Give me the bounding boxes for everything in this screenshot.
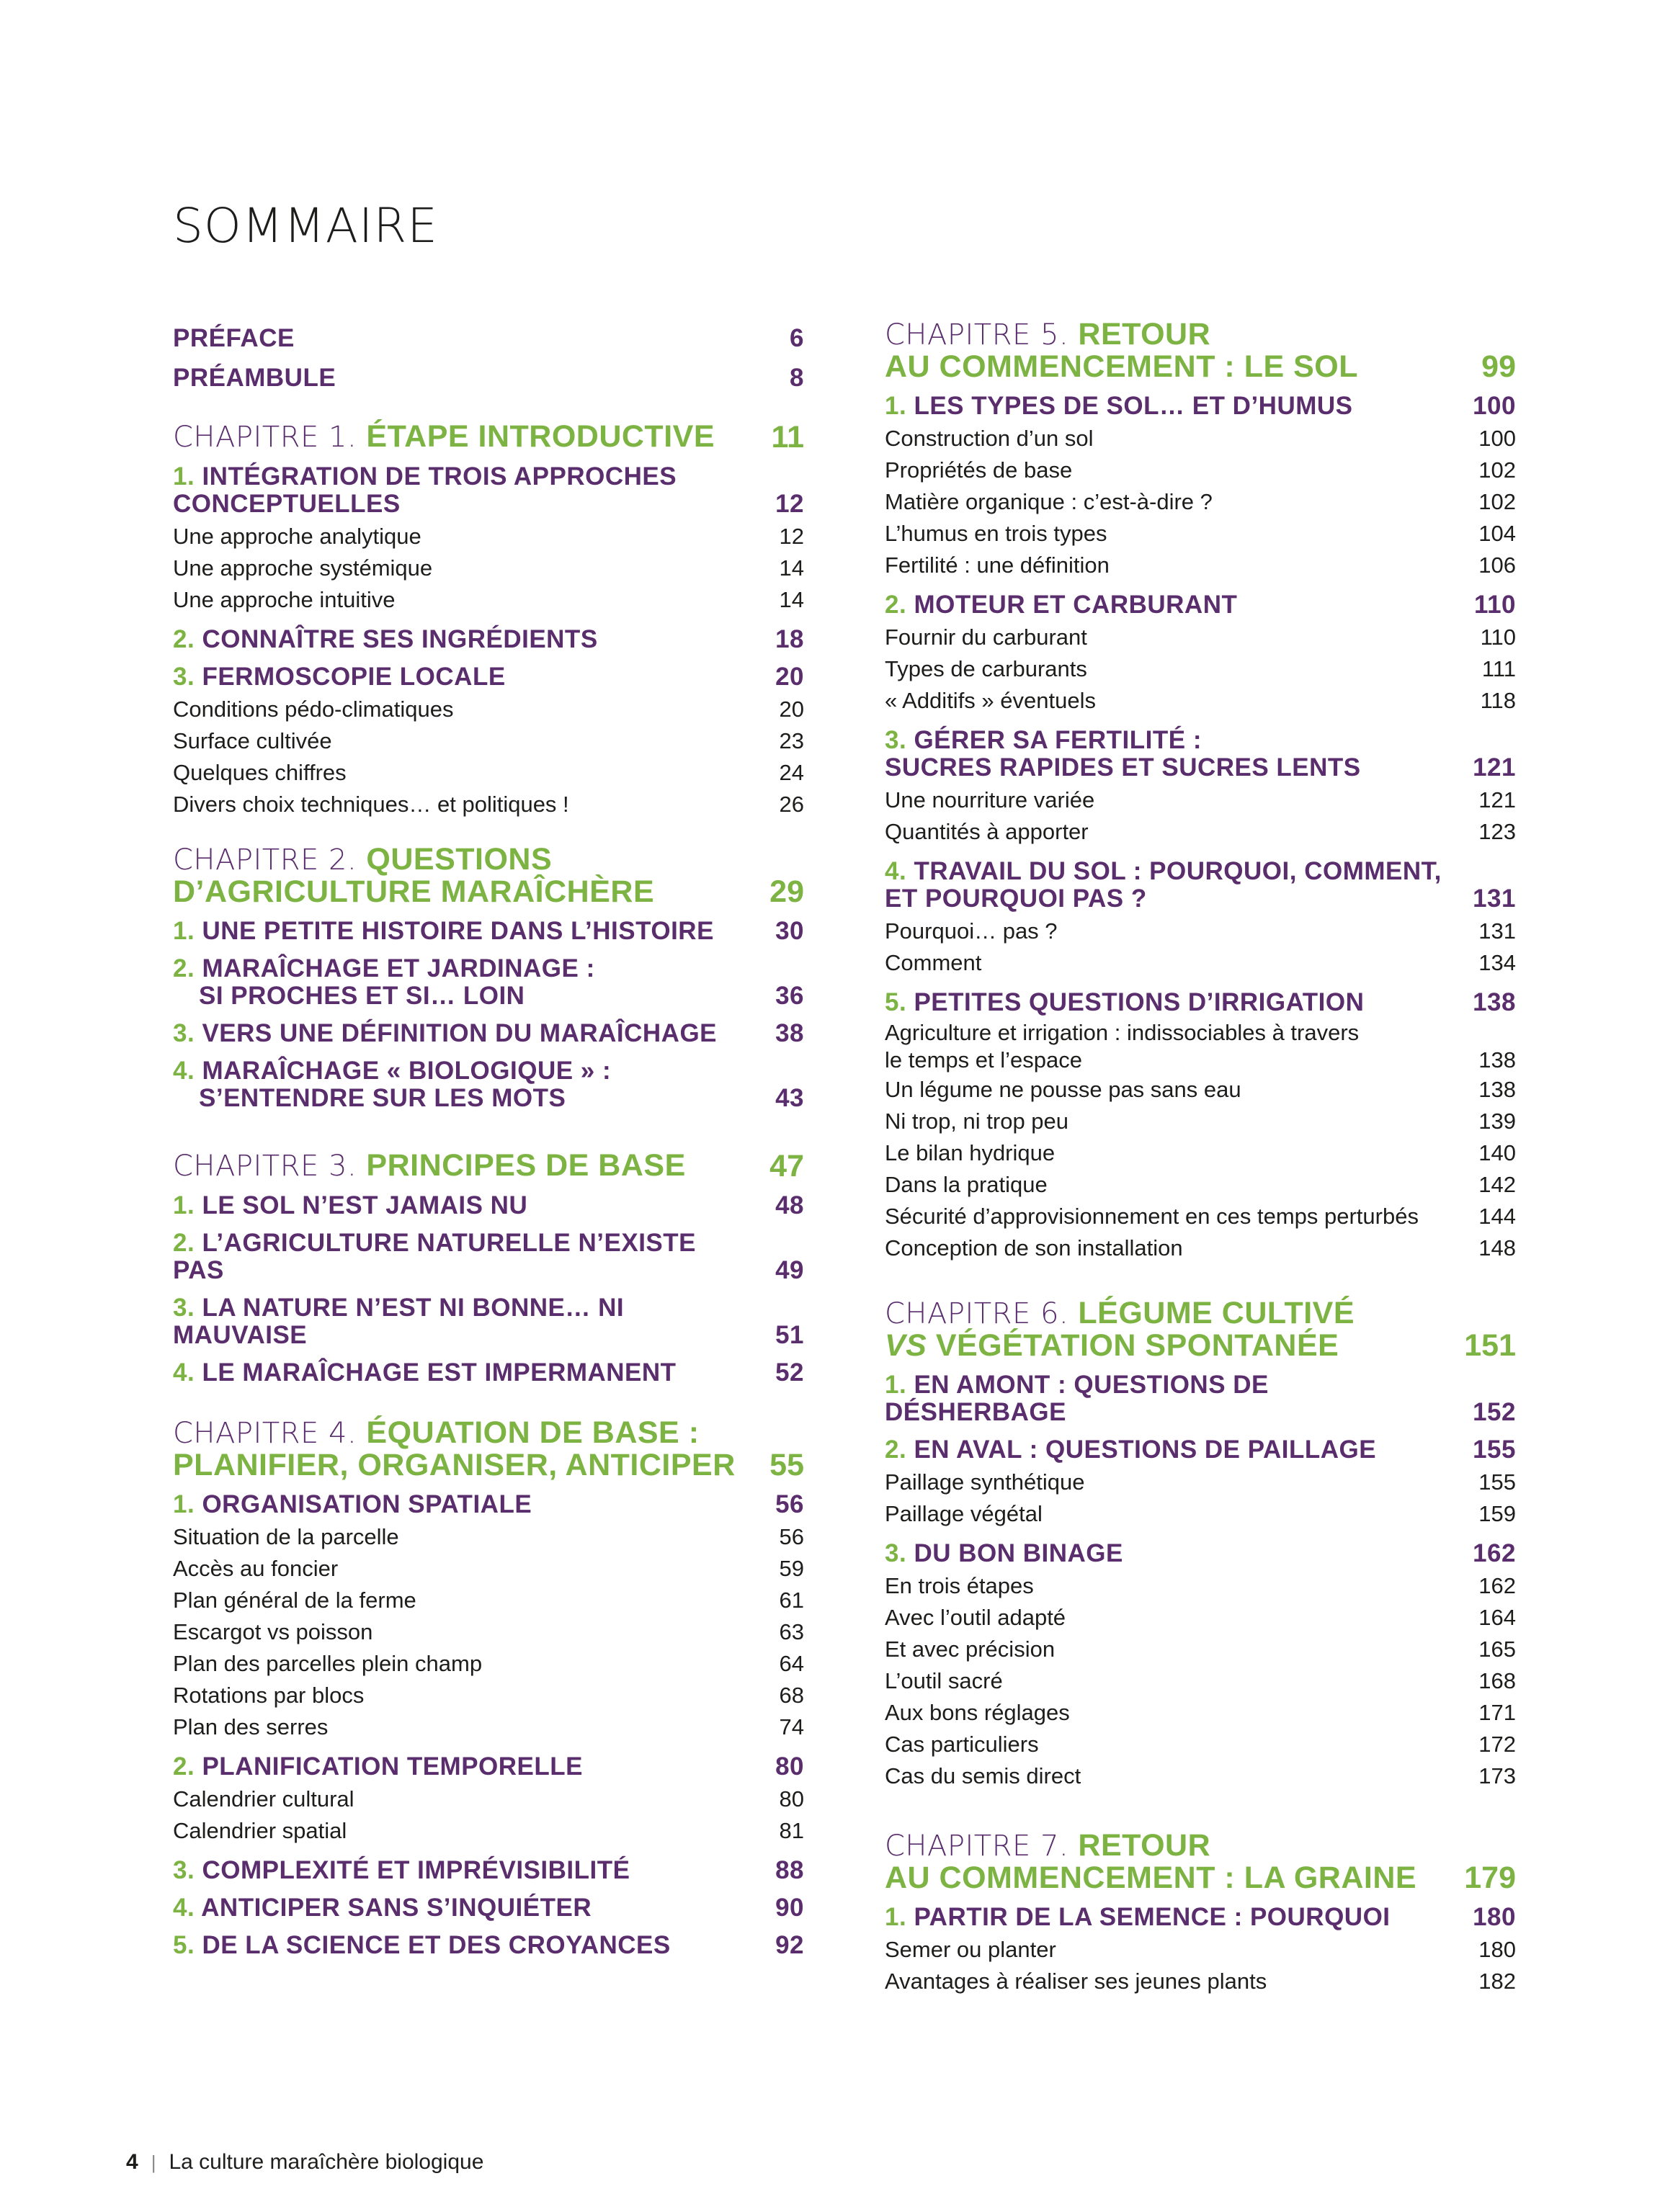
toc-item[interactable]: Propriétés de base 102 <box>885 457 1516 483</box>
toc-section[interactable]: 4. TRAVAIL DU SOL : POURQUOI, COMMENT, ET POURQUOI PAS ? 131 <box>885 857 1516 913</box>
toc-item[interactable]: Calendrier spatial 81 <box>173 1818 804 1843</box>
toc-item[interactable]: Ni trop, ni trop peu 139 <box>885 1109 1516 1134</box>
toc-item[interactable]: Calendrier cultural 80 <box>173 1786 804 1812</box>
toc-item[interactable]: Sécurité d’approvisionnement en ces temps perturbés 144 <box>885 1204 1516 1229</box>
footer-page-number: 4 <box>126 2150 138 2174</box>
toc-chapter-3[interactable]: CHAPITRE 3. PRINCIPES DE BASE 47 <box>173 1148 804 1183</box>
toc-item[interactable]: Plan des serres 74 <box>173 1714 804 1739</box>
toc-section[interactable]: 3. DU BON BINAGE 162 <box>885 1539 1516 1567</box>
toc-section[interactable]: 4. LE MARAÎCHAGE EST IMPERMANENT 52 <box>173 1358 804 1387</box>
page-footer <box>126 2150 483 2175</box>
toc-section[interactable]: 2. L’AGRICULTURE NATURELLE N’EXISTE PAS 49 <box>173 1229 804 1284</box>
toc-item[interactable]: Une nourriture variée 121 <box>885 787 1516 812</box>
toc-section[interactable]: 3. GÉRER SA FERTILITÉ : SUCRES RAPIDES ET SUCRES LENTS 121 <box>885 726 1516 782</box>
toc-item[interactable]: L’humus en trois types 104 <box>885 521 1516 546</box>
toc-item[interactable]: Avec l’outil adapté 164 <box>885 1605 1516 1630</box>
toc-item[interactable]: L’outil sacré 168 <box>885 1668 1516 1693</box>
toc-section[interactable]: 5. PETITES QUESTIONS D’IRRIGATION 138 <box>885 988 1516 1016</box>
toc-section[interactable]: 2. MOTEUR ET CARBURANT 110 <box>885 591 1516 619</box>
toc-item[interactable]: Quelques chiffres 24 <box>173 760 804 785</box>
toc-section[interactable]: 3. VERS UNE DÉFINITION DU MARAÎCHAGE 38 <box>173 1019 804 1047</box>
toc-item[interactable]: Comment 134 <box>885 950 1516 975</box>
toc-item[interactable]: Et avec précision 165 <box>885 1636 1516 1662</box>
toc-chapter-2[interactable]: CHAPITRE 2. QUESTIONS D’AGRICULTURE MARAÎCHÈRE 29 <box>173 842 804 909</box>
toc-item[interactable]: Rotations par blocs 68 <box>173 1683 804 1708</box>
toc-chapter-5[interactable]: CHAPITRE 5. RETOUR AU COMMENCEMENT : LE SOL 99 <box>885 317 1516 384</box>
toc-item[interactable]: Une approche intuitive 14 <box>173 587 804 612</box>
toc-item[interactable]: Quantités à apporter 123 <box>885 819 1516 844</box>
toc-section[interactable]: 1. LE SOL N’EST JAMAIS NU 48 <box>173 1191 804 1219</box>
footer-separator: | <box>151 2151 156 2173</box>
toc-preface[interactable]: PRÉFACE 6 <box>173 324 804 352</box>
toc-item[interactable]: En trois étapes 162 <box>885 1573 1516 1598</box>
toc-chapter-7[interactable]: CHAPITRE 7. RETOUR AU COMMENCEMENT : LA GRAINE 179 <box>885 1828 1516 1895</box>
toc-item[interactable]: Plan général de la ferme 61 <box>173 1588 804 1613</box>
page-title: SOMMAIRE <box>173 198 438 254</box>
toc-item[interactable]: Le bilan hydrique 140 <box>885 1140 1516 1165</box>
toc-item[interactable]: Situation de la parcelle 56 <box>173 1524 804 1549</box>
toc-section[interactable]: 2. EN AVAL : QUESTIONS DE PAILLAGE 155 <box>885 1436 1516 1464</box>
toc-section[interactable]: 1. EN AMONT : QUESTIONS DE DÉSHERBAGE 152 <box>885 1371 1516 1426</box>
toc-left-column <box>173 318 804 1962</box>
toc-section[interactable]: 3. COMPLEXITÉ ET IMPRÉVISIBILITÉ 88 <box>173 1856 804 1884</box>
toc-preambule[interactable]: PRÉAMBULE 8 <box>173 364 804 392</box>
toc-item[interactable]: Construction d’un sol 100 <box>885 426 1516 451</box>
toc-chapter-6[interactable]: CHAPITRE 6. LÉGUME CULTIVÉ VS VÉGÉTATION SPONTANÉE 151 <box>885 1296 1516 1363</box>
toc-section[interactable]: 2. MARAÎCHAGE ET JARDINAGE : SI PROCHES ET SI… LOIN 36 <box>173 954 804 1010</box>
toc-section[interactable]: 4. ANTICIPER SANS S’INQUIÉTER 90 <box>173 1894 804 1922</box>
toc-item[interactable]: Surface cultivée 23 <box>173 728 804 753</box>
toc-right-column <box>885 318 1516 1997</box>
toc-chapter-1[interactable]: CHAPITRE 1. ÉTAPE INTRODUCTIVE 11 <box>173 419 804 455</box>
toc-section[interactable]: 1. ORGANISATION SPATIALE 56 <box>173 1490 804 1518</box>
toc-item[interactable]: Cas du semis direct 173 <box>885 1763 1516 1788</box>
toc-item[interactable]: Une approche analytique 12 <box>173 524 804 549</box>
toc-item[interactable]: Plan des parcelles plein champ 64 <box>173 1651 804 1676</box>
toc-item[interactable]: Types de carburants 111 <box>885 656 1516 681</box>
toc-item[interactable]: Une approche systémique 14 <box>173 555 804 581</box>
toc-section[interactable]: 5. DE LA SCIENCE ET DES CROYANCES 92 <box>173 1931 804 1959</box>
toc-item[interactable]: Semer ou planter 180 <box>885 1937 1516 1962</box>
toc-item[interactable]: Fertilité : une définition 106 <box>885 552 1516 578</box>
toc-section[interactable]: 4. MARAÎCHAGE « BIOLOGIQUE » : S’ENTENDRE SUR LES MOTS 43 <box>173 1057 804 1112</box>
toc-item[interactable]: Conditions pédo-climatiques 20 <box>173 697 804 722</box>
toc-section[interactable]: 2. PLANIFICATION TEMPORELLE 80 <box>173 1752 804 1781</box>
footer-book-title: La culture maraîchère biologique <box>169 2150 484 2174</box>
toc-chapter-4[interactable]: CHAPITRE 4. ÉQUATION DE BASE : PLANIFIER, ORGANISER, ANTICIPER 55 <box>173 1415 804 1482</box>
toc-section[interactable]: 1. INTÉGRATION DE TROIS APPROCHES CONCEPTUELLES 12 <box>173 462 804 518</box>
toc-section[interactable]: 2. CONNAÎTRE SES INGRÉDIENTS 18 <box>173 625 804 653</box>
toc-item[interactable]: Un légume ne pousse pas sans eau 138 <box>885 1077 1516 1102</box>
toc-item[interactable]: Conception de son installation 148 <box>885 1235 1516 1261</box>
toc-item[interactable]: Paillage synthétique 155 <box>885 1469 1516 1495</box>
toc-item[interactable]: Avantages à réaliser ses jeunes plants 182 <box>885 1969 1516 1994</box>
toc-item[interactable]: Cas particuliers 172 <box>885 1732 1516 1757</box>
toc-item[interactable]: Divers choix techniques… et politiques ! 26 <box>173 792 804 817</box>
toc-item[interactable]: Agriculture et irrigation : indissociables à travers le temps et l’espace 138 <box>885 1020 1516 1073</box>
toc-section[interactable]: 3. FERMOSCOPIE LOCALE 20 <box>173 663 804 691</box>
toc-item[interactable]: Accès au foncier 59 <box>173 1556 804 1581</box>
toc-section[interactable]: 1. LES TYPES DE SOL… ET D’HUMUS 100 <box>885 392 1516 420</box>
toc-item[interactable]: Fournir du carburant 110 <box>885 624 1516 650</box>
toc-section[interactable]: 1. PARTIR DE LA SEMENCE : POURQUOI 180 <box>885 1903 1516 1931</box>
toc-item[interactable]: Paillage végétal 159 <box>885 1501 1516 1526</box>
toc-section[interactable]: 3. LA NATURE N’EST NI BONNE… NI MAUVAISE 51 <box>173 1294 804 1349</box>
toc-item[interactable]: Aux bons réglages 171 <box>885 1700 1516 1725</box>
toc-item[interactable]: Matière organique : c’est-à-dire ? 102 <box>885 489 1516 514</box>
toc-section[interactable]: 1. UNE PETITE HISTOIRE DANS L’HISTOIRE 30 <box>173 917 804 945</box>
toc-item[interactable]: Escargot vs poisson 63 <box>173 1619 804 1644</box>
toc-item[interactable]: Pourquoi… pas ? 131 <box>885 918 1516 944</box>
toc-item[interactable]: « Additifs » éventuels 118 <box>885 688 1516 713</box>
toc-item[interactable]: Dans la pratique 142 <box>885 1172 1516 1197</box>
